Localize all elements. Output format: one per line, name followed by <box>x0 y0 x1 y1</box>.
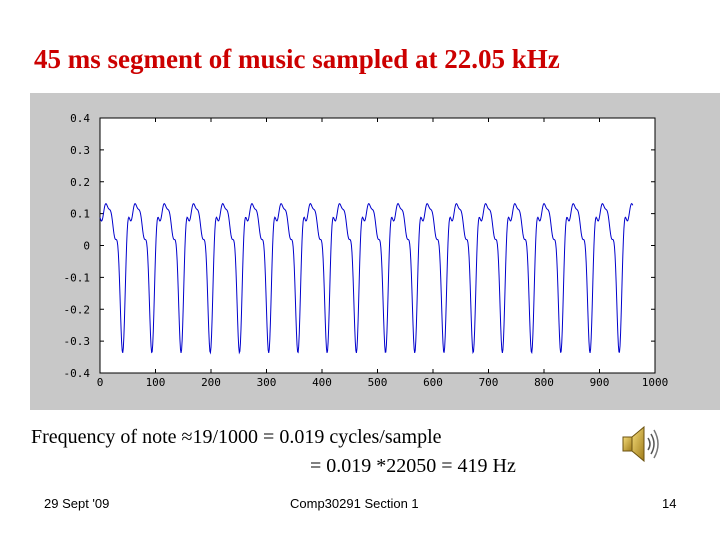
x-tick-label: 100 <box>145 376 166 389</box>
footer-course: Comp30291 Section 1 <box>290 496 419 511</box>
plot-area <box>100 118 655 373</box>
x-tick-label: 800 <box>534 376 554 389</box>
y-tick-label: 0.3 <box>70 143 90 157</box>
x-tick-label: 400 <box>312 376 332 389</box>
slide-title: 45 ms segment of music sampled at 22.05 kHz <box>34 44 560 74</box>
y-tick-label: -0.1 <box>63 271 90 285</box>
frequency-result-text: = 0.019 *22050 = 419 Hz <box>310 455 516 477</box>
x-tick-label: 1000 <box>641 376 669 389</box>
figure-panel <box>30 93 720 410</box>
y-tick-label: -0.2 <box>63 303 90 317</box>
x-tick-label: 300 <box>256 376 277 389</box>
x-tick-label: 700 <box>478 376 499 389</box>
x-tick-label: 500 <box>367 376 388 389</box>
waveform-chart <box>30 93 720 410</box>
y-tick-label: -0.4 <box>63 367 90 380</box>
y-tick-label: 0.1 <box>70 207 90 221</box>
x-tick-label: 0 <box>96 376 104 389</box>
y-tick-label: -0.3 <box>63 335 90 349</box>
x-tick-label: 200 <box>201 376 221 389</box>
y-tick-label: 0.4 <box>70 112 90 125</box>
footer-date: 29 Sept '09 <box>44 496 110 511</box>
y-tick-label: 0 <box>83 239 90 253</box>
speaker-icon[interactable] <box>618 420 664 468</box>
y-tick-label: 0.2 <box>70 175 90 189</box>
footer-page-number: 14 <box>662 496 677 511</box>
x-tick-label: 900 <box>589 376 610 389</box>
frequency-text: Frequency of note ≈19/1000 = 0.019 cycles/sample <box>31 426 442 448</box>
x-tick-label: 600 <box>423 376 443 389</box>
